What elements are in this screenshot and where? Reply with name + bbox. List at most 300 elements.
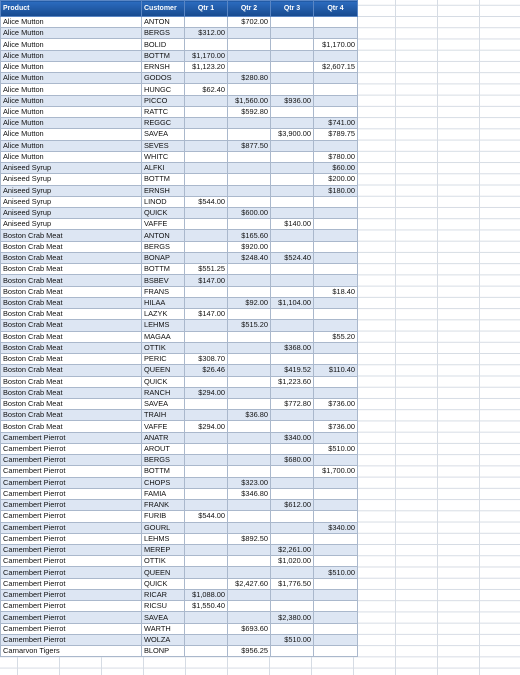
cell-customer[interactable]: GODOS — [142, 73, 185, 84]
cell-qtr-3[interactable] — [271, 623, 314, 634]
cell-product[interactable]: Boston Crab Meat — [1, 421, 142, 432]
cell-product[interactable]: Alice Mutton — [1, 61, 142, 72]
cell-product[interactable]: Alice Mutton — [1, 151, 142, 162]
cell-qtr-1[interactable]: $294.00 — [185, 387, 228, 398]
cell-customer[interactable]: BOTTM — [142, 50, 185, 61]
cell-customer[interactable]: ANTON — [142, 17, 185, 28]
cell-qtr-4[interactable] — [314, 646, 358, 657]
cell-qtr-4[interactable] — [314, 634, 358, 645]
cell-qtr-2[interactable] — [228, 342, 271, 353]
cell-qtr-3[interactable] — [271, 106, 314, 117]
cell-product[interactable]: Carnarvon Tigers — [1, 646, 142, 657]
cell-qtr-1[interactable]: $1,170.00 — [185, 50, 228, 61]
cell-qtr-4[interactable] — [314, 354, 358, 365]
cell-qtr-4[interactable]: $741.00 — [314, 118, 358, 129]
cell-customer[interactable]: TRAIH — [142, 410, 185, 421]
cell-qtr-4[interactable] — [314, 207, 358, 218]
cell-qtr-1[interactable] — [185, 398, 228, 409]
cell-qtr-4[interactable]: $1,700.00 — [314, 466, 358, 477]
cell-qtr-2[interactable]: $702.00 — [228, 17, 271, 28]
cell-product[interactable]: Boston Crab Meat — [1, 365, 142, 376]
cell-customer[interactable]: MEREP — [142, 545, 185, 556]
cell-customer[interactable]: SAVEA — [142, 398, 185, 409]
cell-qtr-2[interactable]: $920.00 — [228, 241, 271, 252]
cell-qtr-2[interactable] — [228, 455, 271, 466]
cell-qtr-4[interactable] — [314, 410, 358, 421]
cell-qtr-2[interactable]: $92.00 — [228, 297, 271, 308]
cell-qtr-2[interactable] — [228, 567, 271, 578]
cell-customer[interactable]: SAVEA — [142, 612, 185, 623]
cell-qtr-2[interactable]: $877.50 — [228, 140, 271, 151]
cell-qtr-1[interactable] — [185, 466, 228, 477]
cell-customer[interactable]: QUICK — [142, 207, 185, 218]
cell-customer[interactable]: LEHMS — [142, 533, 185, 544]
cell-qtr-2[interactable] — [228, 500, 271, 511]
cell-qtr-3[interactable] — [271, 28, 314, 39]
cell-product[interactable]: Boston Crab Meat — [1, 297, 142, 308]
cell-product[interactable]: Boston Crab Meat — [1, 331, 142, 342]
cell-customer[interactable]: LAZYK — [142, 309, 185, 320]
cell-qtr-2[interactable] — [228, 174, 271, 185]
cell-qtr-2[interactable] — [228, 466, 271, 477]
cell-qtr-3[interactable]: $1,776.50 — [271, 578, 314, 589]
cell-qtr-1[interactable]: $147.00 — [185, 275, 228, 286]
cell-qtr-2[interactable] — [228, 612, 271, 623]
cell-qtr-3[interactable] — [271, 309, 314, 320]
cell-qtr-4[interactable] — [314, 84, 358, 95]
cell-qtr-2[interactable] — [228, 118, 271, 129]
cell-qtr-4[interactable] — [314, 73, 358, 84]
cell-qtr-4[interactable]: $736.00 — [314, 421, 358, 432]
cell-product[interactable]: Camembert Pierrot — [1, 533, 142, 544]
cell-qtr-1[interactable] — [185, 410, 228, 421]
cell-customer[interactable]: WHITC — [142, 151, 185, 162]
cell-qtr-1[interactable] — [185, 522, 228, 533]
cell-qtr-3[interactable]: $524.40 — [271, 252, 314, 263]
cell-qtr-2[interactable] — [228, 634, 271, 645]
cell-qtr-1[interactable] — [185, 376, 228, 387]
cell-product[interactable]: Alice Mutton — [1, 140, 142, 151]
cell-customer[interactable]: WOLZA — [142, 634, 185, 645]
cell-product[interactable]: Alice Mutton — [1, 84, 142, 95]
cell-product[interactable]: Boston Crab Meat — [1, 342, 142, 353]
cell-qtr-2[interactable] — [228, 286, 271, 297]
cell-qtr-4[interactable]: $510.00 — [314, 567, 358, 578]
cell-qtr-3[interactable]: $368.00 — [271, 342, 314, 353]
cell-product[interactable]: Camembert Pierrot — [1, 432, 142, 443]
cell-qtr-1[interactable] — [185, 230, 228, 241]
cell-qtr-4[interactable] — [314, 297, 358, 308]
cell-qtr-1[interactable]: $1,550.40 — [185, 601, 228, 612]
cell-qtr-3[interactable] — [271, 443, 314, 454]
cell-product[interactable]: Alice Mutton — [1, 17, 142, 28]
cell-qtr-4[interactable] — [314, 264, 358, 275]
cell-qtr-4[interactable] — [314, 387, 358, 398]
cell-qtr-2[interactable] — [228, 309, 271, 320]
column-header-qtr-2[interactable]: Qtr 2 — [228, 1, 271, 17]
column-header-qtr-3[interactable]: Qtr 3 — [271, 1, 314, 17]
cell-qtr-2[interactable] — [228, 275, 271, 286]
column-header-product[interactable]: Product — [1, 1, 142, 17]
cell-qtr-1[interactable] — [185, 174, 228, 185]
cell-qtr-2[interactable] — [228, 545, 271, 556]
cell-qtr-1[interactable] — [185, 207, 228, 218]
cell-qtr-4[interactable] — [314, 455, 358, 466]
cell-qtr-4[interactable] — [314, 275, 358, 286]
cell-customer[interactable]: OTTIK — [142, 556, 185, 567]
cell-qtr-3[interactable] — [271, 320, 314, 331]
cell-product[interactable]: Boston Crab Meat — [1, 252, 142, 263]
cell-customer[interactable]: BERGS — [142, 28, 185, 39]
cell-qtr-4[interactable]: $2,607.15 — [314, 61, 358, 72]
cell-qtr-3[interactable] — [271, 567, 314, 578]
cell-qtr-2[interactable]: $248.40 — [228, 252, 271, 263]
cell-customer[interactable]: FURIB — [142, 511, 185, 522]
cell-qtr-2[interactable]: $1,560.00 — [228, 95, 271, 106]
cell-qtr-1[interactable] — [185, 455, 228, 466]
cell-qtr-2[interactable] — [228, 28, 271, 39]
cell-qtr-3[interactable] — [271, 511, 314, 522]
cell-qtr-4[interactable] — [314, 589, 358, 600]
cell-qtr-1[interactable] — [185, 95, 228, 106]
cell-qtr-2[interactable]: $2,427.60 — [228, 578, 271, 589]
cell-qtr-2[interactable] — [228, 39, 271, 50]
cell-customer[interactable]: FRANK — [142, 500, 185, 511]
cell-qtr-3[interactable] — [271, 533, 314, 544]
cell-qtr-3[interactable]: $1,223.60 — [271, 376, 314, 387]
cell-qtr-3[interactable] — [271, 421, 314, 432]
cell-qtr-1[interactable] — [185, 185, 228, 196]
cell-product[interactable]: Camembert Pierrot — [1, 477, 142, 488]
cell-qtr-3[interactable] — [271, 207, 314, 218]
cell-product[interactable]: Aniseed Syrup — [1, 196, 142, 207]
cell-customer[interactable]: BOTTM — [142, 174, 185, 185]
cell-qtr-1[interactable] — [185, 241, 228, 252]
cell-product[interactable]: Camembert Pierrot — [1, 612, 142, 623]
cell-product[interactable]: Camembert Pierrot — [1, 623, 142, 634]
cell-product[interactable]: Boston Crab Meat — [1, 410, 142, 421]
cell-qtr-2[interactable]: $36.80 — [228, 410, 271, 421]
cell-qtr-1[interactable] — [185, 39, 228, 50]
cell-qtr-1[interactable] — [185, 623, 228, 634]
cell-qtr-4[interactable] — [314, 196, 358, 207]
cell-qtr-1[interactable] — [185, 646, 228, 657]
cell-qtr-1[interactable] — [185, 106, 228, 117]
cell-qtr-1[interactable] — [185, 545, 228, 556]
cell-customer[interactable]: ANATR — [142, 432, 185, 443]
cell-qtr-1[interactable] — [185, 140, 228, 151]
cell-qtr-1[interactable] — [185, 297, 228, 308]
cell-product[interactable]: Camembert Pierrot — [1, 500, 142, 511]
cell-qtr-2[interactable] — [228, 376, 271, 387]
cell-qtr-1[interactable] — [185, 219, 228, 230]
cell-product[interactable]: Camembert Pierrot — [1, 511, 142, 522]
cell-customer[interactable]: CHOPS — [142, 477, 185, 488]
cell-qtr-3[interactable] — [271, 387, 314, 398]
cell-product[interactable]: Camembert Pierrot — [1, 578, 142, 589]
cell-qtr-4[interactable] — [314, 623, 358, 634]
cell-qtr-4[interactable] — [314, 95, 358, 106]
cell-qtr-4[interactable] — [314, 320, 358, 331]
cell-customer[interactable]: VAFFE — [142, 421, 185, 432]
cell-qtr-3[interactable] — [271, 589, 314, 600]
cell-qtr-4[interactable] — [314, 17, 358, 28]
cell-customer[interactable]: HILAA — [142, 297, 185, 308]
cell-qtr-1[interactable] — [185, 252, 228, 263]
cell-qtr-3[interactable]: $419.52 — [271, 365, 314, 376]
cell-qtr-2[interactable]: $165.60 — [228, 230, 271, 241]
cell-qtr-2[interactable] — [228, 443, 271, 454]
cell-customer[interactable]: QUEEN — [142, 567, 185, 578]
cell-qtr-1[interactable]: $312.00 — [185, 28, 228, 39]
cell-qtr-1[interactable]: $544.00 — [185, 196, 228, 207]
cell-qtr-4[interactable]: $110.40 — [314, 365, 358, 376]
cell-qtr-1[interactable]: $544.00 — [185, 511, 228, 522]
cell-product[interactable]: Boston Crab Meat — [1, 398, 142, 409]
cell-qtr-1[interactable]: $1,123.20 — [185, 61, 228, 72]
cell-qtr-3[interactable] — [271, 185, 314, 196]
cell-customer[interactable]: HUNGC — [142, 84, 185, 95]
cell-qtr-4[interactable] — [314, 309, 358, 320]
cell-qtr-3[interactable]: $2,261.00 — [271, 545, 314, 556]
cell-customer[interactable]: RATTC — [142, 106, 185, 117]
cell-qtr-4[interactable] — [314, 477, 358, 488]
cell-product[interactable]: Alice Mutton — [1, 95, 142, 106]
cell-qtr-4[interactable] — [314, 533, 358, 544]
cell-qtr-1[interactable] — [185, 578, 228, 589]
cell-customer[interactable]: BERGS — [142, 241, 185, 252]
cell-qtr-4[interactable]: $55.20 — [314, 331, 358, 342]
cell-qtr-4[interactable]: $736.00 — [314, 398, 358, 409]
cell-qtr-1[interactable] — [185, 320, 228, 331]
cell-qtr-3[interactable] — [271, 275, 314, 286]
cell-product[interactable]: Camembert Pierrot — [1, 601, 142, 612]
cell-qtr-3[interactable] — [271, 354, 314, 365]
cell-customer[interactable]: SAVEA — [142, 129, 185, 140]
cell-qtr-1[interactable] — [185, 331, 228, 342]
cell-qtr-3[interactable] — [271, 241, 314, 252]
cell-product[interactable]: Alice Mutton — [1, 106, 142, 117]
cell-qtr-1[interactable] — [185, 488, 228, 499]
cell-qtr-2[interactable]: $693.60 — [228, 623, 271, 634]
cell-customer[interactable]: RICAR — [142, 589, 185, 600]
cell-customer[interactable]: BOTTM — [142, 264, 185, 275]
cell-qtr-1[interactable] — [185, 151, 228, 162]
cell-qtr-3[interactable]: $680.00 — [271, 455, 314, 466]
cell-product[interactable]: Camembert Pierrot — [1, 443, 142, 454]
cell-qtr-3[interactable] — [271, 646, 314, 657]
cell-qtr-2[interactable]: $592.80 — [228, 106, 271, 117]
cell-qtr-4[interactable] — [314, 432, 358, 443]
column-header-qtr-1[interactable]: Qtr 1 — [185, 1, 228, 17]
cell-qtr-2[interactable]: $280.80 — [228, 73, 271, 84]
cell-product[interactable]: Aniseed Syrup — [1, 174, 142, 185]
cell-qtr-1[interactable] — [185, 342, 228, 353]
cell-qtr-3[interactable] — [271, 61, 314, 72]
cell-qtr-4[interactable] — [314, 342, 358, 353]
cell-qtr-1[interactable]: $551.25 — [185, 264, 228, 275]
cell-customer[interactable]: AROUT — [142, 443, 185, 454]
cell-qtr-4[interactable] — [314, 500, 358, 511]
cell-product[interactable]: Alice Mutton — [1, 73, 142, 84]
cell-product[interactable]: Aniseed Syrup — [1, 219, 142, 230]
cell-qtr-4[interactable] — [314, 106, 358, 117]
cell-product[interactable]: Boston Crab Meat — [1, 354, 142, 365]
cell-customer[interactable]: BLONP — [142, 646, 185, 657]
cell-product[interactable]: Aniseed Syrup — [1, 163, 142, 174]
cell-qtr-2[interactable] — [228, 219, 271, 230]
cell-customer[interactable]: LEHMS — [142, 320, 185, 331]
cell-product[interactable]: Camembert Pierrot — [1, 567, 142, 578]
cell-qtr-1[interactable] — [185, 612, 228, 623]
cell-customer[interactable]: QUICK — [142, 578, 185, 589]
cell-qtr-4[interactable]: $1,170.00 — [314, 39, 358, 50]
cell-customer[interactable]: SEVES — [142, 140, 185, 151]
cell-qtr-1[interactable] — [185, 286, 228, 297]
cell-qtr-4[interactable]: $780.00 — [314, 151, 358, 162]
cell-qtr-1[interactable] — [185, 73, 228, 84]
cell-qtr-1[interactable]: $62.40 — [185, 84, 228, 95]
cell-qtr-3[interactable] — [271, 17, 314, 28]
cell-qtr-1[interactable] — [185, 500, 228, 511]
cell-qtr-3[interactable] — [271, 331, 314, 342]
cell-qtr-3[interactable] — [271, 488, 314, 499]
cell-customer[interactable]: FRANS — [142, 286, 185, 297]
cell-qtr-3[interactable] — [271, 84, 314, 95]
cell-qtr-2[interactable]: $600.00 — [228, 207, 271, 218]
cell-customer[interactable]: REGGC — [142, 118, 185, 129]
cell-qtr-2[interactable] — [228, 50, 271, 61]
cell-qtr-2[interactable] — [228, 151, 271, 162]
cell-qtr-3[interactable]: $936.00 — [271, 95, 314, 106]
cell-qtr-2[interactable] — [228, 61, 271, 72]
cell-qtr-3[interactable] — [271, 410, 314, 421]
cell-customer[interactable]: FAMIA — [142, 488, 185, 499]
cell-qtr-2[interactable] — [228, 331, 271, 342]
cell-qtr-2[interactable] — [228, 421, 271, 432]
cell-qtr-1[interactable] — [185, 567, 228, 578]
cell-qtr-3[interactable] — [271, 39, 314, 50]
cell-qtr-1[interactable] — [185, 556, 228, 567]
cell-customer[interactable]: WARTH — [142, 623, 185, 634]
cell-qtr-2[interactable]: $323.00 — [228, 477, 271, 488]
cell-product[interactable]: Camembert Pierrot — [1, 488, 142, 499]
cell-qtr-1[interactable] — [185, 443, 228, 454]
cell-customer[interactable]: PICCO — [142, 95, 185, 106]
cell-product[interactable]: Alice Mutton — [1, 28, 142, 39]
cell-qtr-2[interactable] — [228, 196, 271, 207]
column-header-qtr-4[interactable]: Qtr 4 — [314, 1, 358, 17]
cell-qtr-3[interactable]: $772.80 — [271, 398, 314, 409]
cell-product[interactable]: Boston Crab Meat — [1, 275, 142, 286]
cell-qtr-3[interactable]: $1,104.00 — [271, 297, 314, 308]
cell-product[interactable]: Boston Crab Meat — [1, 387, 142, 398]
cell-product[interactable]: Camembert Pierrot — [1, 455, 142, 466]
column-header-customer[interactable]: Customer — [142, 1, 185, 17]
cell-qtr-3[interactable] — [271, 466, 314, 477]
cell-product[interactable]: Camembert Pierrot — [1, 522, 142, 533]
cell-customer[interactable]: ERNSH — [142, 185, 185, 196]
cell-customer[interactable]: MAGAA — [142, 331, 185, 342]
cell-qtr-4[interactable]: $180.00 — [314, 185, 358, 196]
cell-qtr-3[interactable] — [271, 140, 314, 151]
cell-qtr-3[interactable] — [271, 286, 314, 297]
cell-qtr-4[interactable] — [314, 545, 358, 556]
cell-customer[interactable]: ERNSH — [142, 61, 185, 72]
cell-qtr-4[interactable] — [314, 219, 358, 230]
cell-customer[interactable]: OTTIK — [142, 342, 185, 353]
cell-qtr-2[interactable] — [228, 365, 271, 376]
cell-customer[interactable]: ANTON — [142, 230, 185, 241]
cell-qtr-1[interactable]: $26.46 — [185, 365, 228, 376]
cell-product[interactable]: Aniseed Syrup — [1, 207, 142, 218]
cell-product[interactable]: Boston Crab Meat — [1, 230, 142, 241]
cell-customer[interactable]: BSBEV — [142, 275, 185, 286]
cell-qtr-1[interactable] — [185, 634, 228, 645]
cell-qtr-1[interactable] — [185, 118, 228, 129]
cell-qtr-2[interactable] — [228, 398, 271, 409]
cell-qtr-1[interactable]: $308.70 — [185, 354, 228, 365]
cell-qtr-4[interactable]: $789.75 — [314, 129, 358, 140]
cell-qtr-4[interactable] — [314, 556, 358, 567]
cell-qtr-3[interactable]: $510.00 — [271, 634, 314, 645]
cell-qtr-2[interactable] — [228, 354, 271, 365]
cell-qtr-4[interactable]: $18.40 — [314, 286, 358, 297]
cell-qtr-3[interactable] — [271, 50, 314, 61]
cell-qtr-1[interactable] — [185, 163, 228, 174]
cell-qtr-2[interactable] — [228, 556, 271, 567]
cell-qtr-4[interactable] — [314, 241, 358, 252]
cell-qtr-4[interactable]: $60.00 — [314, 163, 358, 174]
cell-customer[interactable]: BOTTM — [142, 466, 185, 477]
cell-qtr-2[interactable] — [228, 185, 271, 196]
cell-customer[interactable]: QUEEN — [142, 365, 185, 376]
cell-qtr-2[interactable]: $956.25 — [228, 646, 271, 657]
cell-qtr-3[interactable] — [271, 163, 314, 174]
cell-qtr-2[interactable] — [228, 163, 271, 174]
cell-qtr-1[interactable] — [185, 477, 228, 488]
cell-product[interactable]: Alice Mutton — [1, 50, 142, 61]
cell-qtr-2[interactable] — [228, 511, 271, 522]
cell-customer[interactable]: ALFKI — [142, 163, 185, 174]
cell-product[interactable]: Aniseed Syrup — [1, 185, 142, 196]
cell-qtr-3[interactable]: $140.00 — [271, 219, 314, 230]
cell-qtr-3[interactable] — [271, 601, 314, 612]
cell-qtr-4[interactable] — [314, 230, 358, 241]
cell-qtr-1[interactable]: $1,088.00 — [185, 589, 228, 600]
cell-product[interactable]: Camembert Pierrot — [1, 545, 142, 556]
cell-product[interactable]: Camembert Pierrot — [1, 556, 142, 567]
cell-qtr-1[interactable] — [185, 129, 228, 140]
cell-qtr-2[interactable]: $346.80 — [228, 488, 271, 499]
cell-qtr-3[interactable] — [271, 118, 314, 129]
cell-qtr-4[interactable] — [314, 511, 358, 522]
cell-qtr-4[interactable]: $200.00 — [314, 174, 358, 185]
cell-customer[interactable]: GOURL — [142, 522, 185, 533]
cell-qtr-2[interactable]: $892.50 — [228, 533, 271, 544]
cell-qtr-4[interactable] — [314, 488, 358, 499]
cell-qtr-4[interactable] — [314, 140, 358, 151]
cell-customer[interactable]: BONAP — [142, 252, 185, 263]
cell-customer[interactable]: LINOD — [142, 196, 185, 207]
cell-qtr-2[interactable] — [228, 432, 271, 443]
cell-qtr-3[interactable] — [271, 264, 314, 275]
cell-qtr-4[interactable]: $340.00 — [314, 522, 358, 533]
cell-customer[interactable]: PERIC — [142, 354, 185, 365]
cell-qtr-3[interactable] — [271, 477, 314, 488]
cell-product[interactable]: Boston Crab Meat — [1, 376, 142, 387]
cell-qtr-3[interactable] — [271, 230, 314, 241]
